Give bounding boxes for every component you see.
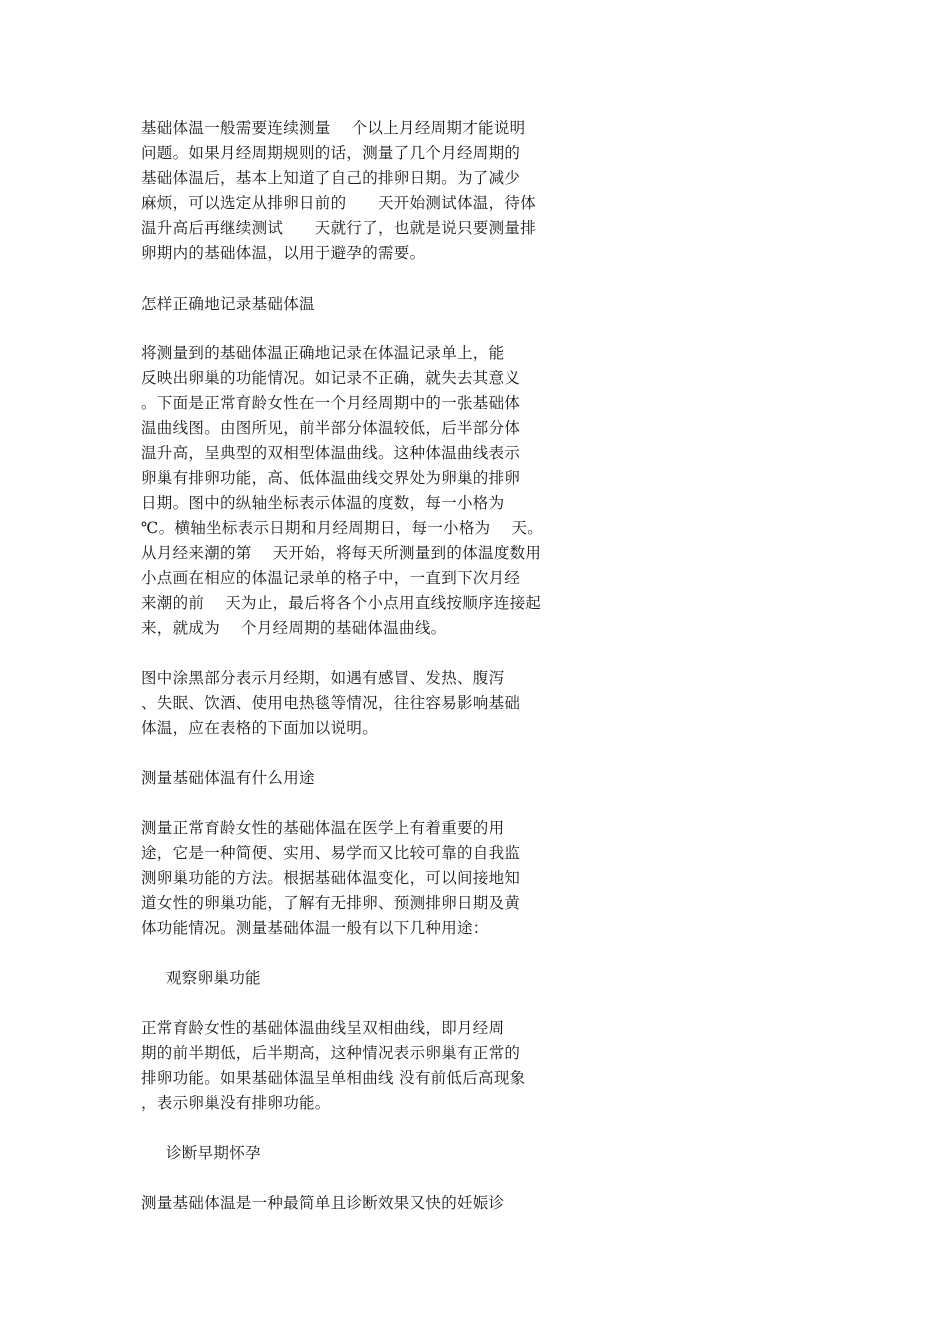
paragraph-line: 道女性的卵巢功能，了解有无排卵、预测排卵日期及黄 (141, 894, 521, 912)
paragraph-line: 期的前半期低，后半期高，这种情况表示卵巢有正常的 (141, 1044, 521, 1062)
paragraph-line: 麻烦，可以选定从排卵日前的 天开始测试体温，待体 (141, 194, 537, 212)
paragraph-line: ℃。横轴坐标表示日期和月经周期日，每一小格为 天。 (141, 519, 544, 537)
paragraph-line: 日期。图中的纵轴坐标表示体温的度数，每一小格为 (141, 494, 505, 512)
paragraph-line: 。下面是正常育龄女性在一个月经周期中的一张基础体 (141, 394, 521, 412)
paragraph-line: 温升高，呈典型的双相型体温曲线。这种体温曲线表示 (141, 444, 521, 462)
paragraph-line: 卵期内的基础体温，以用于避孕的需要。 (141, 244, 426, 262)
paragraph-line: 图中涂黑部分表示月经期，如遇有感冒、发热、腹泻 (141, 669, 505, 687)
paragraph-line: 小点画在相应的体温记录单的格子中，一直到下次月经 (141, 569, 521, 587)
paragraph-line: 温升高后再继续测试 天就行了，也就是说只要测量排 (141, 219, 537, 237)
paragraph-line: 体温，应在表格的下面加以说明。 (141, 719, 379, 737)
subsection-heading: 诊断早期怀孕 (166, 1144, 261, 1162)
paragraph-line: 将测量到的基础体温正确地记录在体温记录单上，能 (141, 344, 505, 362)
paragraph-line: 反映出卵巢的功能情况。如记录不正确，就失去其意义 (141, 369, 521, 387)
paragraph-line: 温曲线图。由图所见，前半部分体温较低，后半部分体 (141, 419, 521, 437)
paragraph-line: 排卵功能。如果基础体温呈单相曲线 没有前低后高现象 (141, 1069, 526, 1087)
paragraph-line: 途，它是一种简便、实用、易学而又比较可靠的自我监 (141, 844, 521, 862)
paragraph-line: 测量正常育龄女性的基础体温在医学上有着重要的用 (141, 819, 505, 837)
paragraph-line: 问题。如果月经周期规则的话，测量了几个月经周期的 (141, 144, 521, 162)
paragraph-line: 基础体温后，基本上知道了自己的排卵日期。为了减少 (141, 169, 521, 187)
paragraph-line: 、失眠、饮酒、使用电热毯等情况，往往容易影响基础 (141, 694, 521, 712)
paragraph-line: 基础体温一般需要连续测量 个以上月经周期才能说明 (141, 119, 526, 137)
section-heading: 测量基础体温有什么用途 (141, 769, 315, 787)
paragraph-line: 来潮的前 天为止，最后将各个小点用直线按顺序连接起 (141, 594, 542, 612)
paragraph-line: 测量基础体温是一种最简单且诊断效果又快的妊娠诊 (141, 1194, 505, 1212)
paragraph-line: 从月经来潮的第 天开始，将每天所测量到的体温度数用 (141, 544, 542, 562)
paragraph-line: 卵巢有排卵功能，高、低体温曲线交界处为卵巢的排卵 (141, 469, 521, 487)
section-heading: 怎样正确地记录基础体温 (141, 295, 315, 313)
paragraph-line: 体功能情况。测量基础体温一般有以下几种用途： (141, 919, 489, 937)
paragraph-line: 来，就成为 个月经周期的基础体温曲线。 (141, 619, 447, 637)
paragraph-line: 正常育龄女性的基础体温曲线呈双相曲线，即月经周 (141, 1019, 505, 1037)
paragraph-line: ，表示卵巢没有排卵功能。 (141, 1094, 331, 1112)
paragraph-line: 测卵巢功能的方法。根据基础体温变化，可以间接地知 (141, 869, 521, 887)
subsection-heading: 观察卵巢功能 (166, 969, 261, 987)
